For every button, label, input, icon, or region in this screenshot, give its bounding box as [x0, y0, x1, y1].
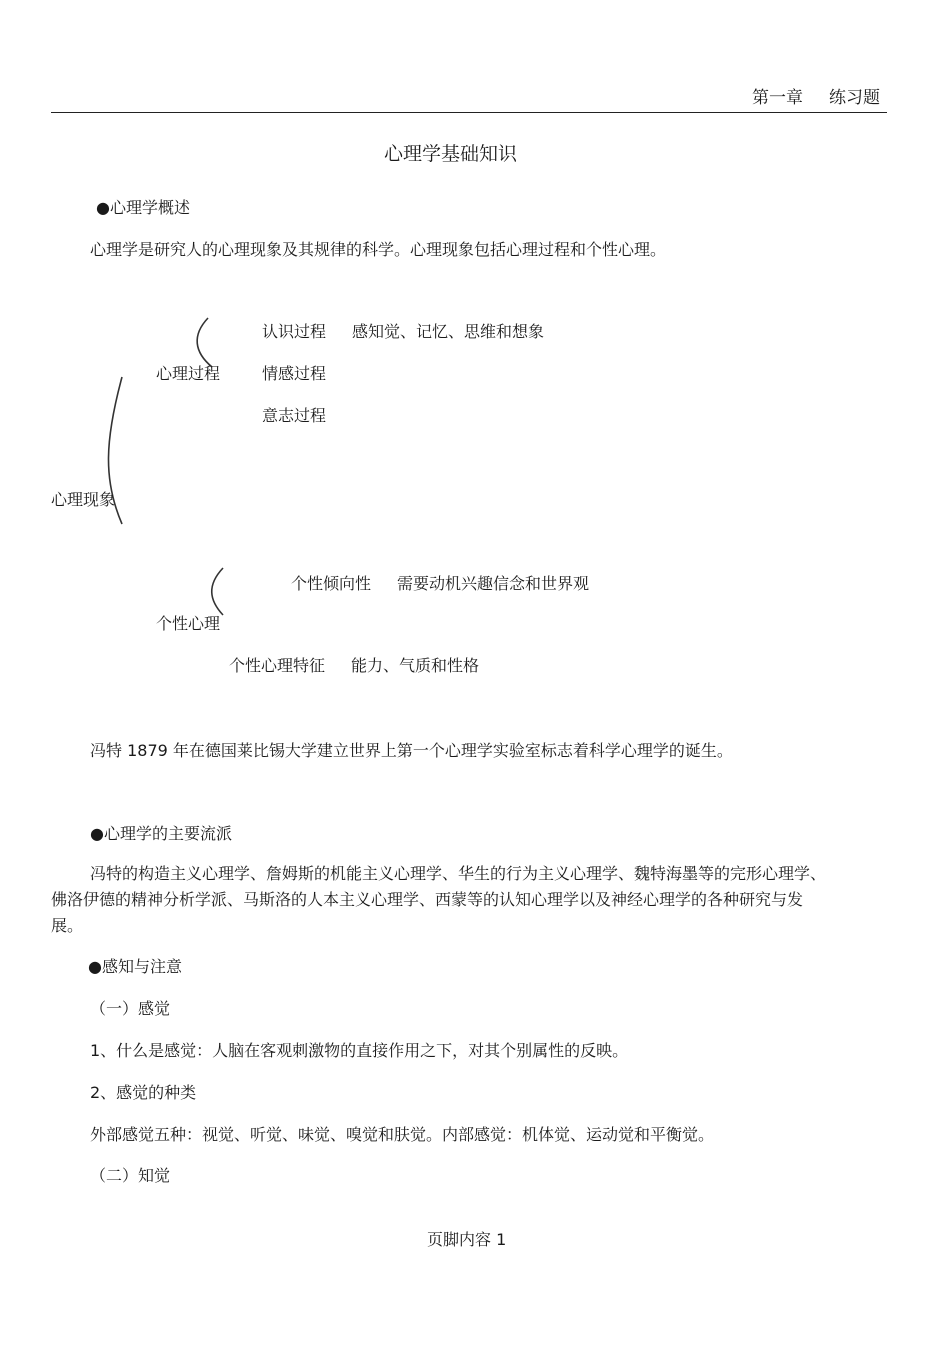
personality-item-detail: 能力、气质和性格: [351, 656, 480, 675]
sensation-subheading: （一）感觉: [90, 999, 171, 1018]
page-title: 心理学基础知识: [384, 143, 518, 165]
schools-heading: ●心理学的主要流派: [90, 824, 232, 843]
overview-heading: ●心理学概述: [96, 198, 190, 217]
personality-item: [291, 576, 589, 592]
personality-brace: [212, 568, 223, 615]
schools-text: 冯特的构造主义心理学、詹姆斯的机能主义心理学、华生的行为主义心理学、魏特海墨等的完形心理学、佛洛伊德的精神分析学派、马斯洛的人本主义心理学、西蒙等的认知心理学以及神经心理学的各种研究与发展。: [51, 864, 827, 935]
diagram-root: 心理现象: [51, 490, 116, 509]
wundt-statement: 冯特 1879 年在德国莱比锡大学建立世界上第一个心理学实验室标志着科学心理学的诞生。: [90, 741, 733, 760]
header-section: 练习题: [829, 88, 880, 108]
process-item-detail: 感知觉、记忆、思维和想象: [352, 322, 545, 341]
process-item: 意志过程: [262, 406, 327, 425]
process-label: 心理过程: [156, 364, 221, 383]
personality-item: [229, 658, 479, 674]
header-rule: [51, 112, 887, 113]
perception-subheading: （二）知觉: [90, 1166, 171, 1185]
personality-item-name: 个性心理特征: [229, 656, 326, 675]
page-footer: 页脚内容 1: [427, 1230, 507, 1249]
process-item: [262, 324, 544, 340]
personality-label: 个性心理: [156, 614, 221, 633]
sensation-types-heading: 2、感觉的种类: [90, 1083, 197, 1102]
perception-heading: ●感知与注意: [88, 957, 182, 976]
process-item: 情感过程: [262, 364, 327, 383]
process-item-name: 认识过程: [262, 322, 327, 341]
overview-intro: 心理学是研究人的心理现象及其规律的科学。心理现象包括心理过程和个性心理。: [90, 240, 667, 259]
personality-item-name: 个性倾向性: [291, 574, 372, 593]
header-chapter: 第一章: [752, 88, 803, 108]
personality-item-detail: 需要动机兴趣信念和世界观: [397, 574, 590, 593]
process-brace: [197, 318, 212, 367]
sensation-types-text: 外部感觉五种：视觉、听觉、味觉、嗅觉和肤觉。内部感觉：机体觉、运动觉和平衡觉。: [90, 1125, 715, 1144]
sensation-definition: 1、什么是感觉：人脑在客观刺激物的直接作用之下，对其个别属性的反映。: [90, 1041, 629, 1060]
